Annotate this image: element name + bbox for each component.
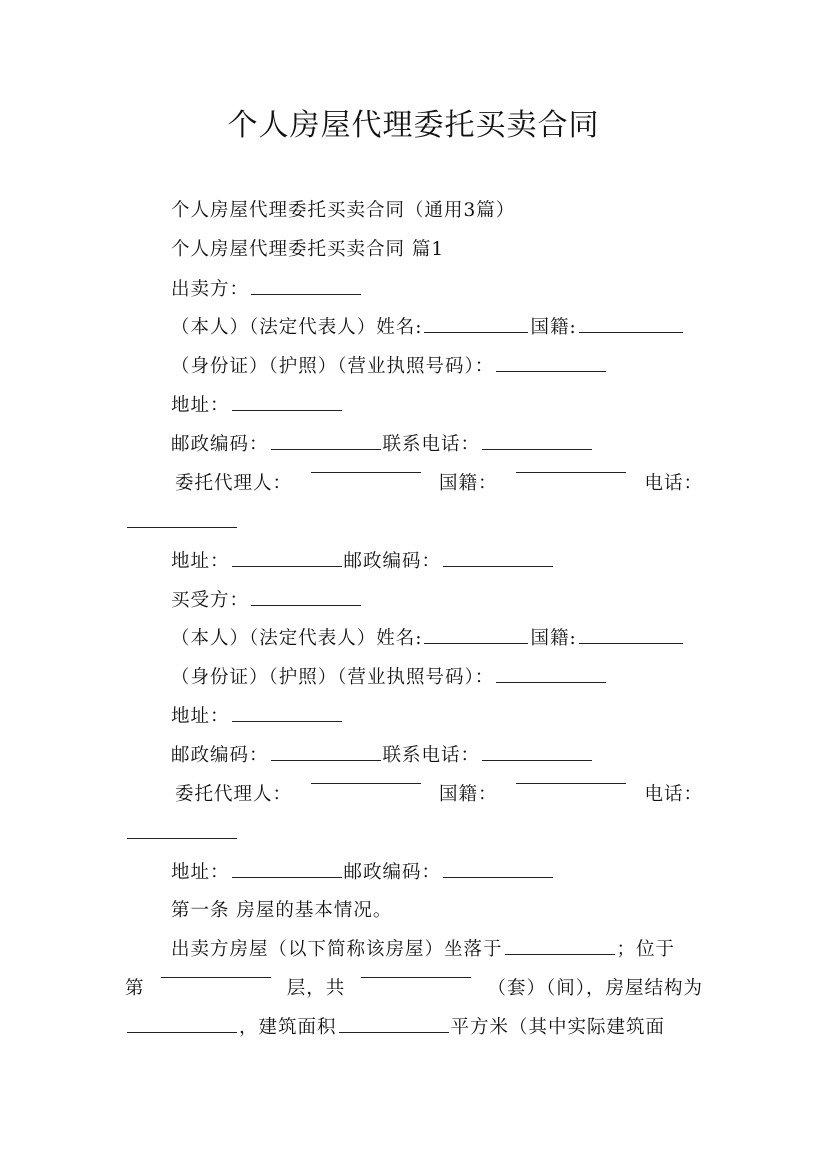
address-label: 地址： [171,395,230,416]
area-blank[interactable] [339,1031,449,1033]
agent-address-label: 地址： [171,551,230,572]
seller-blank[interactable] [251,293,361,295]
section-heading: 个人房屋代理委托买卖合同 篇1 [171,239,445,260]
buyer-address-line [125,704,749,730]
phone-label: 联系电话： [382,434,481,455]
buyer-agent-address-line [125,860,749,886]
seller-name-line [125,315,749,341]
buyer-postcode-blank[interactable] [271,759,381,761]
agent-phone-label: 电话： [644,473,703,494]
seller-agent-address-line [125,549,749,575]
buyer-agent-nationality-label: 国籍： [438,784,498,805]
agent-phone-blank[interactable] [127,526,237,528]
name-label: （本人）（法定代表人）姓名: [171,317,423,338]
buyer-nationality-label: 国籍: [530,628,577,649]
structure-text: （套）（间），房屋结构为 [487,978,703,999]
buyer-agent-line [125,782,703,808]
document-title: 个人房屋代理委托买卖合同 [227,108,600,143]
phone-blank[interactable] [482,448,592,450]
floor-blank[interactable] [161,976,271,978]
units-blank[interactable] [361,976,471,978]
buyer-agent-address-label: 地址： [171,862,230,883]
buyer-id-line [125,665,749,691]
buyer-agent-blank[interactable] [311,782,421,784]
subtitle-line: 个人房屋代理委托买卖合同（通用3篇） [171,200,516,221]
seller-postcode-line [125,432,749,458]
article-paragraph-line-1 [125,937,749,963]
area-unit-text: 平方米（其中实际建筑面 [450,1017,666,1038]
buyer-address-label: 地址： [171,706,230,727]
buyer-agent-postcode-label: 邮政编码： [343,862,442,883]
buyer-blank[interactable] [251,604,361,606]
buyer-agent-nationality-blank[interactable] [516,782,626,784]
buyer-phone-blank[interactable] [482,759,592,761]
seller-id-line [125,354,749,380]
agent-nationality-blank[interactable] [516,471,626,473]
buyer-agent-phone-continued [125,821,703,847]
name-blank[interactable] [424,331,528,333]
agent-address-blank[interactable] [232,565,342,567]
floor-prefix: 第 [125,978,145,999]
buyer-address-blank[interactable] [232,720,342,722]
agent-blank[interactable] [311,471,421,473]
buyer-line [125,588,749,614]
nationality-blank[interactable] [579,331,683,333]
buyer-agent-phone-blank[interactable] [127,837,237,839]
id-label: （身份证）（护照）（营业执照号码）： [171,356,495,377]
structure-blank[interactable] [127,1031,237,1033]
postcode-blank[interactable] [271,448,381,450]
floor-suffix: 层，共 [286,978,346,999]
seller-address-line [125,393,749,419]
nationality-label: 国籍: [530,317,577,338]
buyer-id-label: （身份证）（护照）（营业执照号码）： [171,667,495,688]
agent-postcode-blank[interactable] [443,565,553,567]
location-blank[interactable] [505,953,615,955]
seller-agent-phone-continued [125,510,703,536]
address-blank[interactable] [232,409,342,411]
agent-label: 委托代理人： [175,473,293,494]
buyer-id-blank[interactable] [496,681,606,683]
buyer-postcode-line [125,743,749,769]
agent-postcode-label: 邮政编码： [343,551,442,572]
buyer-name-blank[interactable] [424,642,528,644]
postcode-label: 邮政编码： [171,434,269,455]
buyer-agent-label: 委托代理人： [175,784,293,805]
article-paragraph-line-2 [125,976,703,1002]
buyer-phone-label: 联系电话： [382,745,481,766]
buyer-agent-address-blank[interactable] [232,876,342,878]
located-at-text: ；位于 [616,939,676,960]
area-text: ，建筑面积 [239,1017,337,1038]
seller-line [125,277,749,303]
buyer-name-label: （本人）（法定代表人）姓名: [171,628,423,649]
location-text: 出卖方房屋（以下简称该房屋）坐落于 [171,939,503,960]
buyer-agent-phone-label: 电话： [644,784,703,805]
buyer-name-line [125,626,749,652]
article-heading: 第一条 房屋的基本情况。 [171,900,393,921]
buyer-postcode-label: 邮政编码： [171,745,269,766]
agent-nationality-label: 国籍： [438,473,498,494]
id-blank[interactable] [496,370,606,372]
buyer-label: 买受方： [171,590,250,611]
buyer-nationality-blank[interactable] [579,642,683,644]
buyer-agent-postcode-blank[interactable] [443,876,553,878]
article-paragraph-line-3 [125,1015,703,1041]
seller-agent-line [125,471,703,497]
seller-label: 出卖方： [171,279,250,300]
